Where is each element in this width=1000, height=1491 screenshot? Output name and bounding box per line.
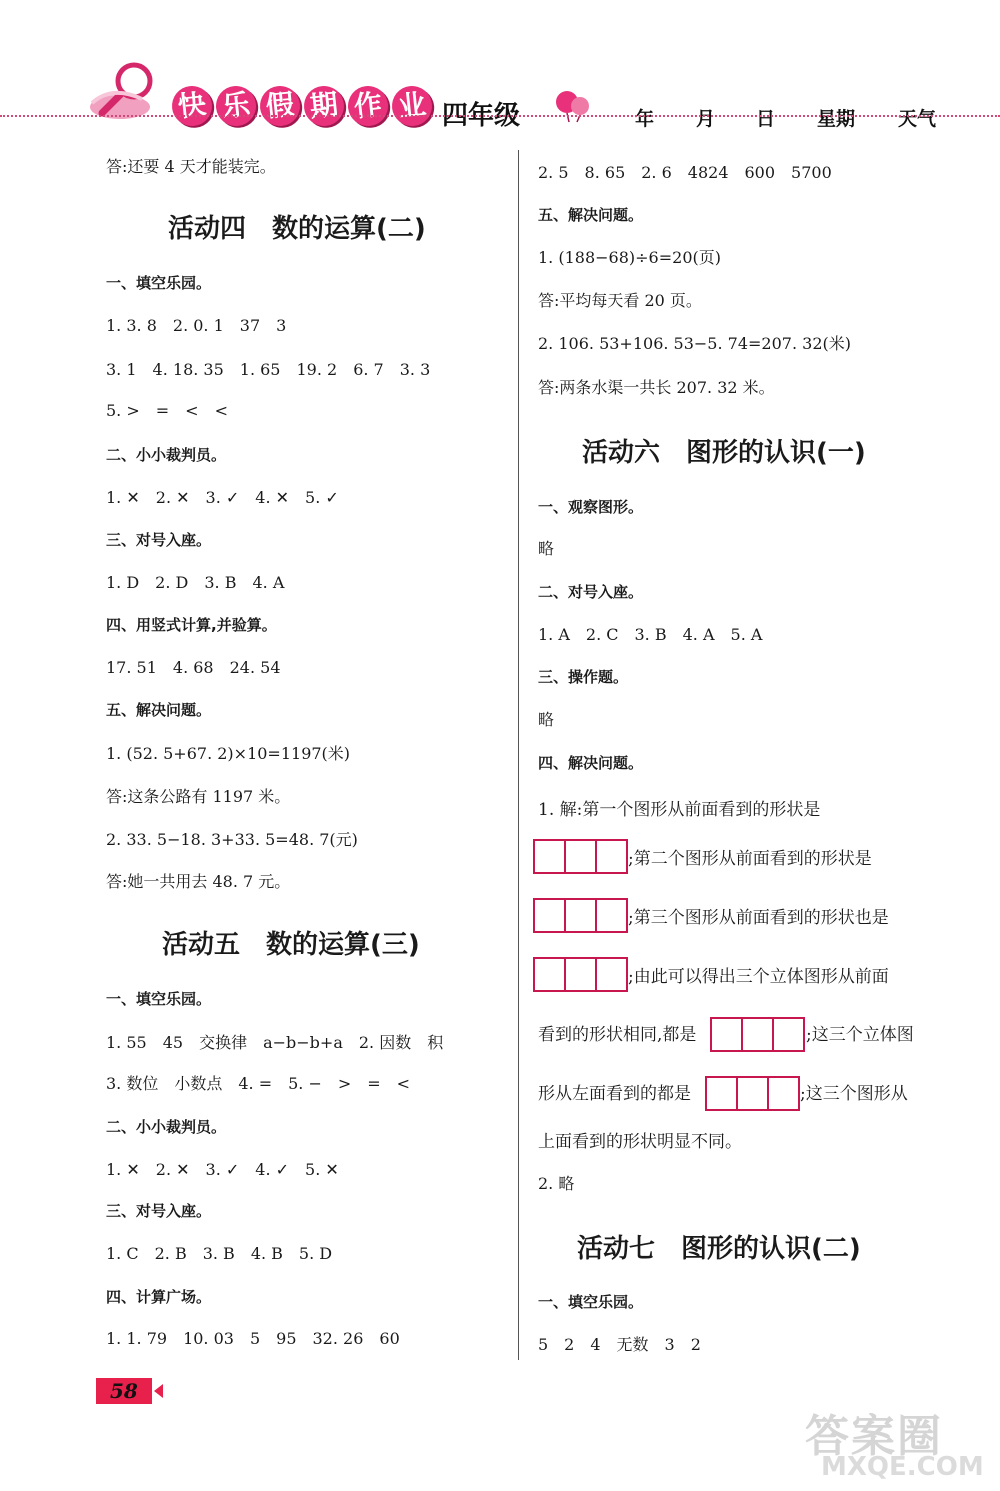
answer-line: 上面看到的形状明显不同。 <box>538 1132 742 1152</box>
three-square-shape <box>705 1076 800 1111</box>
answer-line: 答:平均每天看 20 页。 <box>538 291 702 310</box>
answer-line: 1. ✕ 2. ✕ 3. ✓ 4. ✕ 5. ✓ <box>106 488 339 507</box>
brand-title <box>172 86 436 126</box>
section-heading: 一、填空乐园。 <box>106 990 212 1008</box>
three-square-shape <box>710 1017 805 1052</box>
column-divider <box>518 150 519 1360</box>
brand-char: 假 <box>258 84 302 128</box>
answer-line: ;由此可以得出三个立体图形从前面 <box>628 967 889 987</box>
answer-line: 1. (188−68)÷6=20(页) <box>538 248 721 267</box>
answer-line: 答:她一共用去 48. 7 元。 <box>106 872 291 891</box>
answer-line: 1. C 2. B 3. B 4. B 5. D <box>106 1244 333 1263</box>
brand-char: 期 <box>302 84 346 128</box>
answer-line: 答:两条水渠一共长 207. 32 米。 <box>538 378 775 397</box>
brand-char: 快 <box>170 84 214 128</box>
answer-line: 略 <box>538 710 555 729</box>
watermark <box>795 1400 995 1488</box>
three-square-shape <box>533 839 628 874</box>
page-header <box>0 0 1000 145</box>
answer-line: 2. 略 <box>538 1174 575 1193</box>
answer-line: ;第三个图形从前面看到的形状也是 <box>628 908 889 928</box>
section-heading: 二、小小裁判员。 <box>106 1118 227 1136</box>
answer-line: ;这三个图形从 <box>800 1084 908 1104</box>
three-square-shape <box>533 898 628 933</box>
answer-line: 1. (52. 5+67. 2)×10=1197(米) <box>106 744 351 763</box>
section-heading: 四、用竖式计算,并验算。 <box>106 616 277 634</box>
page-number: 58 <box>110 1379 138 1403</box>
answer-line: 1. A 2. C 3. B 4. A 5. A <box>538 625 763 644</box>
day-field: 日 <box>756 108 776 130</box>
page-number-tab <box>96 1378 152 1404</box>
answer-line: 看到的形状相同,都是 <box>538 1025 697 1045</box>
answer-line: 形从左面看到的都是 <box>538 1084 691 1104</box>
section-heading: 一、填空乐园。 <box>538 1293 644 1311</box>
answer-line: 17. 51 4. 68 24. 54 <box>106 658 281 677</box>
answer-line: 略 <box>538 539 555 558</box>
watermark-logo: 答案圈 <box>805 1411 943 1462</box>
weather-field: 天气 <box>898 108 937 130</box>
answer-line: 5 2 4 无数 3 2 <box>538 1335 701 1354</box>
activity-title: 活动七 图形的认识(二) <box>577 1234 861 1264</box>
balloon-icon <box>553 88 593 124</box>
answer-line: 答:还要 4 天才能装完。 <box>106 157 276 176</box>
answer-line: ;第二个图形从前面看到的形状是 <box>628 849 872 869</box>
section-heading: 四、计算广场。 <box>106 1288 212 1306</box>
section-heading: 四、解决问题。 <box>538 754 644 772</box>
answer-line: 1. 1. 79 10. 03 5 95 32. 26 60 <box>106 1329 400 1348</box>
activity-title: 活动五 数的运算(三) <box>162 930 420 960</box>
answer-line: 1. 55 45 交换律 a−b−b+a 2. 因数 积 <box>106 1033 444 1052</box>
answer-line: 3. 数位 小数点 4. = 5. − > = < <box>106 1074 411 1093</box>
section-heading: 二、小小裁判员。 <box>106 446 227 464</box>
answer-line: 1. 3. 8 2. 0. 1 37 3 <box>106 316 287 335</box>
three-square-shape <box>533 957 628 992</box>
weekday-field: 星期 <box>817 108 856 130</box>
year-field: 年 <box>635 108 655 130</box>
activity-title: 活动六 图形的认识(一) <box>582 438 866 468</box>
answer-line: 1. ✕ 2. ✕ 3. ✓ 4. ✓ 5. ✕ <box>106 1160 339 1179</box>
section-heading: 五、解决问题。 <box>538 206 644 224</box>
answer-line: 2. 106. 53+106. 53−5. 74=207. 32(米) <box>538 334 851 353</box>
page-arrow-icon <box>154 1384 163 1398</box>
section-heading: 一、填空乐园。 <box>106 274 212 292</box>
section-heading: 二、对号入座。 <box>538 583 644 601</box>
answer-line: 2. 5 8. 65 2. 6 4824 600 5700 <box>538 163 832 182</box>
section-heading: 三、操作题。 <box>538 668 629 686</box>
header-divider <box>0 115 1000 117</box>
answer-line: 答:这条公路有 1197 米。 <box>106 787 291 806</box>
answer-line: 1. 解:第一个图形从前面看到的形状是 <box>538 800 821 820</box>
month-field: 月 <box>696 108 716 130</box>
answer-line: ;这三个立体图 <box>806 1025 914 1045</box>
answer-line: 1. D 2. D 3. B 4. A <box>106 573 285 592</box>
answer-line: 5. > = < < <box>106 401 228 420</box>
watermark-url: MXQE.COM <box>821 1452 984 1482</box>
answer-line: 3. 1 4. 18. 35 1. 65 19. 2 6. 7 3. 3 <box>106 360 431 379</box>
section-heading: 三、对号入座。 <box>106 1202 212 1220</box>
section-heading: 五、解决问题。 <box>106 701 212 719</box>
brand-char: 乐 <box>214 84 258 128</box>
brand-char: 作 <box>346 84 390 128</box>
brand-char: 业 <box>390 84 434 128</box>
section-heading: 三、对号入座。 <box>106 531 212 549</box>
activity-title: 活动四 数的运算(二) <box>168 214 426 244</box>
grade-label: 四年级 <box>442 101 521 131</box>
answer-line: 2. 33. 5−18. 3+33. 5=48. 7(元) <box>106 830 358 849</box>
section-heading: 一、观察图形。 <box>538 498 644 516</box>
